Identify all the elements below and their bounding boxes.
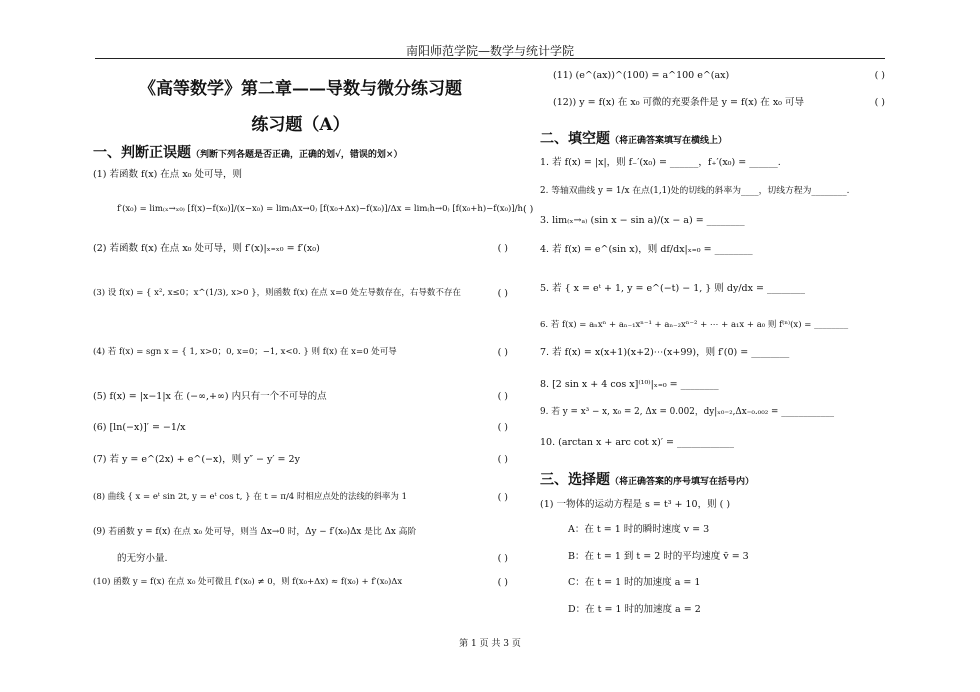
section-true-false-note: （判断下列各题是否正确，正确的划√，错误的划×） — [191, 150, 403, 160]
fill-item-5: 5. 若 { x = eᵗ + 1, y = e^(−t) − 1, } 则 dy/dx = ________ — [540, 283, 805, 294]
fill-item-1: 1. 若 f(x) = |x|，则 f₋′(x₀) = ______，f₊′(x₀) = ______. — [540, 157, 781, 168]
choice-question-1: (1) 一物体的运动方程是 s = t³ + 10，则 ( ) — [540, 499, 731, 510]
document-subtitle: 练习题（A） — [251, 115, 350, 135]
tf-item-5: (5) f(x) = |x−1|x 在 (−∞,+∞) 内只有一个不可导的点 ( ) — [93, 391, 508, 402]
tf-item-11: (11) (e^(ax))^(100) = a^100 e^(ax) ( ) — [553, 70, 885, 81]
tf-item-4: (4) 若 f(x) = sgn x = { 1, x>0；0, x=0；−1, x<0. } 则 f(x) 在 x=0 处可导 ( ) — [93, 347, 508, 358]
choice-option-d: D：在 t = 1 时的加速度 a = 2 — [568, 604, 701, 615]
fill-item-4: 4. 若 f(x) = e^(sin x)，则 df/dx|ₓ₌₀ = ________ — [540, 244, 753, 255]
page-footer: 第 1 页 共 3 页 — [459, 639, 521, 649]
section-true-false — [93, 144, 508, 164]
choice-option-b: B：在 t = 1 到 t = 2 时的平均速度 v̄ = 3 — [568, 551, 749, 562]
tf-item-7: (7) 若 y = e^(2x) + e^(−x)，则 y″ − y′ = 2y ( ) — [93, 454, 508, 465]
section-multiple-choice — [540, 471, 885, 491]
fill-item-8: 8. [2 sin x + 4 cos x]⁽¹⁰⁾|ₓ₌₀ = ________ — [540, 379, 719, 390]
tf-item-8: (8) 曲线 { x = eᵗ sin 2t, y = eᵗ cos t, } 在 t = π/4 时相应点处的法线的斜率为 1 ( ) — [93, 492, 508, 503]
tf-item-6: (6) [ln(−x)]′ = −1/x ( ) — [93, 422, 508, 433]
tf-item-3: (3) 设 f(x) = { x², x≤0；x^(1/3), x>0 }，则函数 f(x) 在点 x=0 处左导数存在，右导数不存在 ( ) — [93, 288, 508, 299]
left-column — [93, 64, 508, 164]
document-title: 《高等数学》第二章——导数与微分练习题 — [139, 79, 462, 99]
fill-item-3: 3. lim₍ₓ→ₐ₎ (sin x − sin a)/(x − a) = ________ — [540, 215, 745, 226]
fill-item-6: 6. 若 f(x) = aₙxⁿ + aₙ₋₁xⁿ⁻¹ + aₙ₋₂xⁿ⁻² + ⋯ + a₁x + a₀ 则 f⁽ⁿ⁾(x) = ________ — [540, 320, 849, 330]
fill-item-9: 9. 若 y = x³ − x, x₀ = 2, Δx = 0.002，dy|ₓ₀₌₂,Δx₌₀.₀₀₂ = ____________ — [540, 407, 835, 417]
section-fill-in-note: （将正确答案填写在横线上） — [610, 136, 728, 146]
tf-item-9: (9) 若函数 y = f(x) 在点 x₀ 处可导，则当 Δx→0 时，Δy − f′(x₀)Δx 是比 Δx 高阶 — [93, 527, 417, 537]
fill-item-7: 7. 若 f(x) = x(x+1)(x+2)⋯(x+99)，则 f′(0) = ________ — [540, 347, 790, 358]
section-true-false-label: 一、判断正误题 — [93, 145, 191, 161]
section-fill-in-label: 二、填空题 — [540, 131, 610, 147]
choice-option-c: C：在 t = 1 时的加速度 a = 1 — [568, 577, 701, 588]
section-fill-in — [540, 130, 885, 150]
page-header: 南阳师范学院—数学与统计学院 — [405, 44, 574, 58]
tf-item-10: (10) 函数 y = f(x) 在点 x₀ 处可微且 f′(x₀) ≠ 0，则 f(x₀+Δx) ≈ f(x₀) + f′(x₀)Δx ( ) — [93, 577, 508, 588]
fill-item-2: 2. 等轴双曲线 y = 1/x 在点(1,1)处的切线的斜率为____，切线方程为________. — [540, 186, 850, 196]
choice-option-a: A：在 t = 1 时的瞬时速度 v = 3 — [568, 524, 710, 535]
tf-item-9-cont: 的无穷小量. ( ) — [117, 553, 508, 564]
section-multiple-choice-note: （将正确答案的序号填写在括号内） — [610, 477, 755, 487]
tf-item-12: (12)) y = f(x) 在 x₀ 可微的充要条件是 y = f(x) 在 x₀ 可导 ( ) — [553, 97, 885, 108]
tf-item-1-formula: f′(x₀) = lim₍ₓ→ₓ₀₎ [f(x)−f(x₀)]/(x−x₀) = lim₍Δx→0₎ [f(x₀+Δx)−f(x₀)]/Δx = lim₍h→0₎ [f(x₀+h)−f(x₀)]/h ( ) — [117, 204, 534, 215]
fill-item-10: 10. (arctan x + arc cot x)′ = ____________ — [540, 437, 734, 448]
tf-item-1: (1) 若函数 f(x) 在点 x₀ 处可导，则 — [93, 169, 243, 180]
header-divider — [95, 58, 885, 59]
tf-item-2: (2) 若函数 f(x) 在点 x₀ 处可导，则 f′(x)|ₓ₌ₓ₀ = f′(x₀) ( ) — [93, 243, 508, 254]
section-multiple-choice-label: 三、选择题 — [540, 472, 610, 488]
